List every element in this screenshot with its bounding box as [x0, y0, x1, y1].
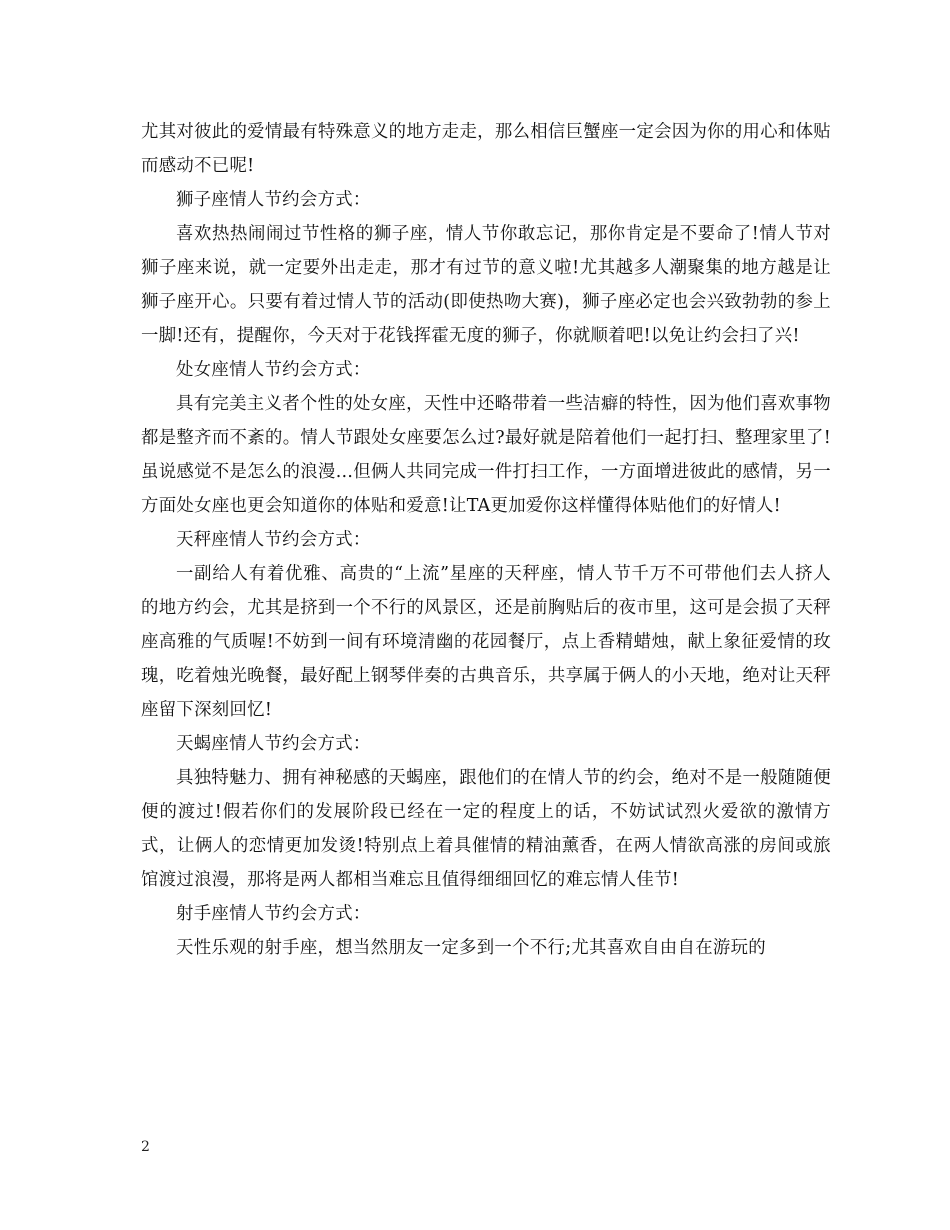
paragraph-cancer-closing: 尤其对彼此的爱情最有特殊意义的地方走走，那么相信巨蟹座一定会因为你的用心和体贴而感动不已呢! [141, 122, 831, 176]
paragraph-leo: 喜欢热热闹闹过节性格的狮子座，情人节你敢忘记，那你肯定是不要命了!情人节对狮子座来说，就一定要外出走走，那才有过节的意义啦!尤其越多人潮聚集的地方越是让狮子座开心。只要有着过情人节的活动(即使热吻大赛)，狮子座必定也会兴致勃勃的参上一脚!还有，提醒你，今天对于花钱挥霍无度的狮子，你就顺着吧!以免让约会扫了兴! [141, 224, 831, 346]
paragraph-sagittarius: 天性乐观的射手座，想当然朋友一定多到一个不行;尤其喜欢自由自在游玩的 [176, 938, 766, 958]
body-text [141, 115, 831, 965]
heading-libra: 天秤座情人节约会方式： [176, 530, 371, 550]
page-number: 2 [141, 1139, 150, 1155]
paragraph-libra: 一副给人有着优雅、高贵的“上流”星座的天秤座，情人节千万不可带他们去人挤人的地方约会，尤其是挤到一个不行的风景区，还是前胸贴后的夜市里，这可是会损了天秤座高雅的气质喔!不妨到一间有环境清幽的花园餐厅，点上香精蜡烛，献上象征爱情的玫瑰，吃着烛光晚餐，最好配上钢琴伴奏的古典音乐，共享属于俩人的小天地，绝对让天秤座留下深刻回忆! [141, 564, 831, 720]
heading-scorpio: 天蝎座情人节约会方式： [176, 734, 371, 754]
paragraph-scorpio: 具独特魅力、拥有神秘感的天蝎座，跟他们的在情人节的约会，绝对不是一般随随便便的渡过!假若你们的发展阶段已经在一定的程度上的话，不妨试试烈火爱欲的激情方式，让俩人的恋情更加发烫!特别点上着具催情的精油薰香，在两人情欲高涨的房间或旅馆渡过浪漫，那将是两人都相当难忘且值得细细回忆的难忘情人佳节! [141, 768, 831, 890]
heading-sagittarius: 射手座情人节约会方式： [176, 904, 371, 924]
heading-leo: 狮子座情人节约会方式： [176, 190, 371, 210]
paragraph-virgo: 具有完美主义者个性的处女座，天性中还略带着一些洁癖的特性，因为他们喜欢事物都是整齐而不紊的。情人节跟处女座要怎么过?最好就是陪着他们一起打扫、整理家里了!虽说感觉不是怎么的浪漫…但俩人共同完成一件打扫工作，一方面增进彼此的感情，另一方面处女座也更会知道你的体贴和爱意!让TA更加爱你这样懂得体贴他们的好情人! [141, 394, 831, 516]
heading-virgo: 处女座情人节约会方式： [176, 360, 371, 380]
